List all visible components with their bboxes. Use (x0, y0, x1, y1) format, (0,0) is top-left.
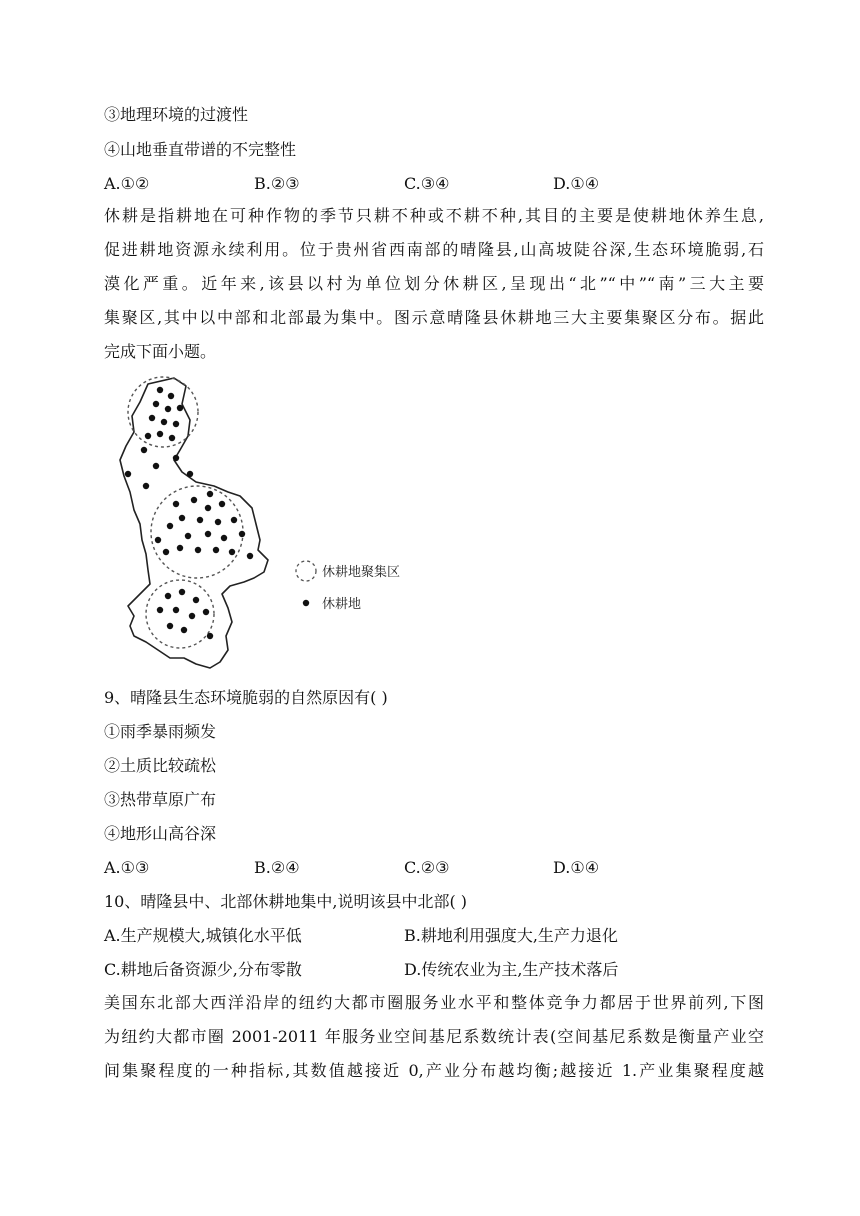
county-outline (120, 378, 268, 668)
legend-dot-label: 休耕地 (322, 597, 362, 612)
prev-option-d: D.①④ (553, 174, 600, 193)
q9-option-b: B.②④ (254, 858, 300, 877)
q9-item-2: ②土质比较疏松 (104, 756, 217, 775)
legend-cluster-symbol (296, 561, 316, 581)
q10-option-d: D.传统农业为主,生产技术落后 (404, 960, 619, 979)
prev-option-c: C.③④ (404, 174, 450, 193)
map-legend (296, 561, 400, 612)
q10-stem: 10、晴隆县中、北部休耕地集中,说明该县中北部( ) (104, 892, 468, 911)
q9-item-4: ④地形山高谷深 (104, 824, 217, 843)
passage2-line-1: 美国东北部大西洋沿岸的纽约大都市圈服务业水平和整体竞争力都居于世界前列,下图 (104, 993, 764, 1012)
passage1-line-5: 完成下面小题。 (104, 342, 217, 361)
passage2-line-2: 为纽约大都市圈 2001-2011 年服务业空间基尼系数统计表(空间基尼系数是衡量产业空 (104, 1027, 764, 1046)
passage1-line-4: 集聚区,其中以中部和北部最为集中。图示意晴隆县休耕地三大主要集聚区分布。据此 (104, 308, 764, 327)
legend-cluster-label: 休耕地聚集区 (322, 565, 401, 580)
prev-item-3: ③地理环境的过渡性 (104, 105, 249, 124)
prev-option-a: A.①② (104, 174, 150, 193)
fallow-land-map (104, 374, 424, 676)
passage1-line-1: 休耕是指耕地在可种作物的季节只耕不种或不耕不种,其目的主要是使耕地休养生息, (104, 206, 764, 225)
q9-stem: 9、晴隆县生态环境脆弱的自然原因有( ) (104, 688, 388, 707)
q10-option-b: B.耕地利用强度大,生产力退化 (404, 926, 618, 945)
passage1-line-2: 促进耕地资源永续利用。位于贵州省西南部的晴隆县,山高坡陡谷深,生态环境脆弱,石 (104, 240, 764, 259)
q9-option-c: C.②③ (404, 858, 450, 877)
prev-option-b: B.②③ (254, 174, 300, 193)
q10-option-c: C.耕地后备资源少,分布零散 (104, 960, 302, 979)
q9-item-3: ③热带草原广布 (104, 790, 217, 809)
q10-option-a: A.生产规模大,城镇化水平低 (104, 926, 302, 945)
q9-option-d: D.①④ (553, 858, 600, 877)
legend-dot-symbol (303, 600, 309, 606)
q9-item-1: ①雨季暴雨频发 (104, 722, 217, 741)
passage2-line-3: 间集聚程度的一种指标,其数值越接近 0,产业分布越均衡;越接近 1.产业集聚程度越 (104, 1061, 764, 1080)
q9-option-a: A.①③ (104, 858, 150, 877)
prev-item-4: ④山地垂直带谱的不完整性 (104, 140, 297, 159)
passage1-line-3: 漠化严重。近年来,该县以村为单位划分休耕区,呈现出“北”“中”“南”三大主要 (104, 274, 764, 293)
